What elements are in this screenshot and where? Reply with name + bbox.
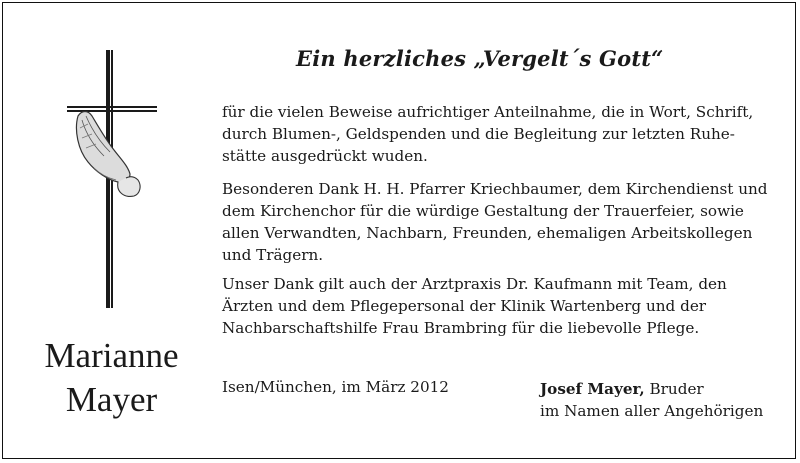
signer-name: Josef Mayer, (540, 380, 645, 398)
text-line: Ärzten und dem Pflegepersonal der Klinik Wartenberg und der (222, 297, 707, 315)
text-line: Besonderen Dank H. H. Pfarrer Kriechbaumer, dem Kirchendienst und (222, 180, 768, 198)
text-line: für die vielen Beweise aufrichtiger Anteilnahme, die in Wort, Schrift, (222, 103, 754, 121)
signature (540, 378, 763, 422)
text-line: Nachbarschaftshilfe Frau Brambring für die liebevolle Pflege. (222, 319, 700, 337)
text-line: allen Verwandten, Nachbarn, Freunden, ehemaligen Arbeitskollegen (222, 224, 753, 242)
deceased-first-name: Marianne (44, 336, 179, 375)
heading: Ein herzliches „Vergelt´s Gott“ (296, 46, 664, 71)
signer-line2: im Namen aller Angehörigen (540, 402, 764, 420)
text-line: dem Kirchenchor für die würdige Gestaltung der Trauerfeier, sowie (222, 202, 744, 220)
paragraph-thanks (222, 101, 782, 167)
signer-relation: Bruder (644, 380, 704, 398)
deceased-last-name: Mayer (65, 380, 158, 419)
text-line: stätte ausgedrückt wuden. (222, 147, 428, 165)
paragraph-special-thanks (222, 178, 782, 266)
paragraph-medical-thanks (222, 273, 782, 339)
text-line: Unser Dank gilt auch der Arztpraxis Dr. Kaufmann mit Team, den (222, 275, 727, 293)
cross-icon (64, 50, 159, 312)
text-line: durch Blumen-, Geldspenden und die Begleitung zur letzten Ruhe- (222, 125, 735, 143)
text-line: und Trägern. (222, 246, 324, 264)
place-date: Isen/München, im März 2012 (222, 378, 449, 396)
